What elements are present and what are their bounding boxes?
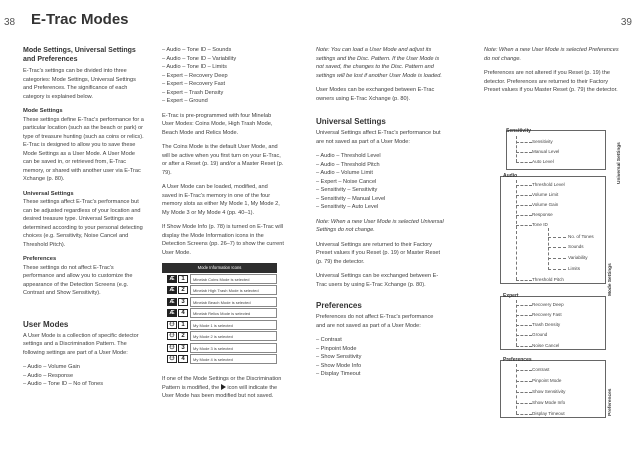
universal-settings-section-heading: Universal Settings	[316, 117, 386, 126]
table-cell: Minelab Beach Mode is selected	[190, 297, 277, 307]
table-cell: Minelab Relics Mode is selected	[190, 308, 277, 318]
tree-item: Show Mode Info	[532, 400, 566, 405]
settings-tree-diagram	[498, 126, 628, 446]
tree-expert-heading: Expert	[503, 293, 519, 299]
page-number-left: 38	[4, 17, 16, 28]
user-mode-icon: ⚇	[167, 344, 177, 352]
user-mode-settings-list	[23, 363, 145, 389]
exchange-paragraph: User Modes can be exchanged between E-Trac owners using E-Trac Xchange (p. 80).	[316, 87, 435, 102]
mode-information-icons-table	[162, 263, 277, 365]
list-item: – Show Sensitivity	[316, 354, 362, 360]
list-item: – Sensitivity – Manual Level	[316, 195, 386, 202]
tree-sensitivity-heading: Sensitivity	[506, 128, 532, 134]
tree-item: Volume Gain	[532, 202, 559, 207]
tree-item: Recovery Deep	[532, 302, 564, 307]
slot-number-icon: 2	[178, 332, 188, 340]
table-cell: My Mode 4 is selected	[190, 354, 277, 364]
list-item: – Contrast	[316, 337, 342, 343]
preferences-section-heading: Preferences	[316, 301, 362, 310]
table-cell: My Mode 2 is selected	[190, 331, 277, 341]
preferences-description: Preferences do not affect E-Trac's performance and are not saved as part of a User Mode:	[316, 314, 434, 329]
tree-item: Contrast	[532, 367, 550, 372]
tree-item: Noise Cancel	[532, 343, 560, 348]
tree-item: Auto Level	[532, 159, 554, 164]
table-row	[162, 331, 277, 343]
tree-item: Display Timeout	[532, 411, 565, 416]
list-item: – Audio – Volume Limit	[316, 170, 373, 176]
tree-sub-item: No. of Tones	[568, 234, 594, 239]
preprogrammed-paragraph: E-Trac is pre-programmed with four Minelab User Modes: Coins Mode, High Trash Mode, Beach Mode and Relics Mode.	[162, 112, 273, 136]
tree-sub-item: Variability	[568, 255, 588, 260]
universal-settings-paragraph: These settings affect E-Trac's performance but can be adjusted regardless of your location and desired treasure type. Universal Settings are determined according to your personal detecting choices (e.g. Sensitivity, Noise Cancel and Threshold Pitch).	[23, 199, 143, 248]
preferences-heading: Preferences	[23, 256, 57, 262]
minelab-mode-icon: Æ	[167, 309, 177, 317]
minelab-mode-icon: Æ	[167, 298, 177, 306]
list-item: – Audio – Volume Gain	[23, 364, 80, 370]
column-1	[23, 46, 145, 395]
tree-audio-heading: Audio	[503, 173, 518, 179]
minelab-mode-icon: Æ	[167, 286, 177, 294]
universal-settings-list	[316, 152, 444, 212]
list-item: – Expert – Ground	[162, 98, 208, 104]
tree-sub-item: Limits	[568, 266, 580, 271]
tree-sub-item: Sounds	[568, 244, 584, 249]
list-item: – Expert – Recovery Deep	[162, 72, 228, 79]
column-4	[484, 46, 622, 101]
note-user-mode-not-saved: Note: You can load a User Mode and adjust its settings and the Disc. Pattern. If the User Mode is not saved, the changes to the Disc. Pattern and settings will be lost if another User Mode is loaded.	[316, 47, 442, 79]
slot-number-icon: 3	[178, 298, 188, 306]
list-item: – Expert – Trash Density	[162, 89, 224, 96]
list-item: – Sensitivity – Auto Level	[316, 204, 379, 210]
user-mode-icon: ⚇	[167, 355, 177, 363]
preferences-list	[316, 336, 444, 379]
list-item: – Audio – Threshold Pitch	[316, 161, 380, 168]
tree-item: Show Sensitivity	[532, 389, 566, 394]
list-item: – Audio – Threshold Level	[316, 153, 381, 159]
user-mode-settings-list-continued	[162, 46, 284, 106]
modified-icon-paragraph: If one of the Mode Settings or the Discrimination Pattern is modified, the icon will indicate the User Mode has been modified but not saved.	[162, 376, 282, 399]
tree-item: Threshold Pitch	[532, 277, 564, 282]
preferences-paragraph: These settings do not affect E-Trac's performance and allow you to customize the appearance of the Detection Screens (e.g. Contrast and Show Sensitivity).	[23, 264, 133, 296]
tree-item: Ground	[532, 332, 548, 337]
column-2	[162, 46, 284, 407]
tree-item: Volume Limit	[532, 192, 559, 197]
universal-settings-side-label: Universal Settings	[617, 142, 622, 184]
preferences-side-label: Preferences	[608, 388, 613, 416]
page-number-right: 39	[620, 17, 632, 28]
table-row	[162, 296, 277, 308]
tree-item: Trash Density	[532, 322, 561, 327]
table-cell: Minelab High Trash Mode is selected	[190, 285, 277, 295]
modified-flag-icon	[221, 384, 226, 390]
tree-preferences-heading: Preferences	[503, 357, 532, 363]
note-universal-settings: Note: When a new User Mode is selected Universal Settings do not change.	[316, 218, 444, 233]
slot-number-icon: 1	[178, 275, 188, 283]
slot-number-icon: 4	[178, 355, 188, 363]
page-title: E-Trac Modes	[31, 11, 129, 28]
table-row	[162, 285, 277, 297]
list-item: – Audio – Response	[23, 372, 74, 379]
tree-item: Response	[532, 212, 553, 217]
table-row	[162, 308, 277, 320]
list-item: – Audio – Tone ID – Limits	[162, 64, 227, 70]
list-item: – Expert – Noise Cancel	[316, 178, 377, 185]
user-mode-icon: ⚇	[167, 321, 177, 329]
universal-exchange-paragraph: Universal Settings can be exchanged between E-Trac users by using E-Trac Xchange (p. 80).	[316, 273, 439, 288]
tree-item: Pinpoint Mode	[532, 378, 562, 383]
universal-settings-heading: Universal Settings	[23, 190, 74, 197]
section-heading-mode-settings: Mode Settings, Universal Settings and Preferences	[23, 47, 136, 63]
table-cell: My Mode 3 is selected	[190, 343, 277, 353]
table-cell: Minelab Coins Mode is selected	[190, 274, 277, 284]
table-row	[162, 354, 277, 366]
universal-reset-paragraph: Universal Settings are returned to their Factory Preset values if you Reset (p. 19) or Master Reset (p. 79) the detector.	[316, 241, 441, 265]
list-item: – Pinpoint Mode	[316, 345, 357, 352]
table-row	[162, 319, 277, 331]
preferences-reset-paragraph: Preferences are not altered if you Reset (p. 19) the detector. Preferences are returned to their Factory Preset values if you Master Reset (p. 79) the detector.	[484, 70, 618, 93]
user-modes-heading: User Modes	[23, 319, 69, 329]
list-item: – Audio – Tone ID – Sounds	[162, 47, 232, 53]
table-cell: My Mode 1 is selected	[190, 320, 277, 330]
column-3	[316, 46, 444, 385]
user-mode-icon: ⚇	[167, 332, 177, 340]
slot-number-icon: 2	[178, 286, 188, 294]
user-modes-paragraph: A User Mode is a collection of specific detector settings and a Discrimination Pattern. The following settings are part of a User Mode:	[23, 332, 139, 356]
tree-item: Sensitivity	[532, 139, 553, 144]
list-item: – Audio – Tone ID – Variability	[162, 55, 237, 62]
show-mode-info-paragraph: If Show Mode Info (p. 78) is turned on E-Trac will display the Mode Information icons in the Detection Screens (pp. 26–7) to show the current User Mode.	[162, 224, 284, 256]
tree-item: Recovery Fast	[532, 312, 562, 317]
tree-item: Tone ID	[532, 222, 548, 227]
slot-number-icon: 1	[178, 321, 188, 329]
mode-settings-side-label: Mode Settings	[608, 263, 613, 296]
list-item: – Expert – Recovery Fast	[162, 81, 226, 87]
mode-settings-heading: Mode Settings	[23, 108, 63, 114]
table-row	[162, 273, 277, 285]
list-item: – Display Timeout	[316, 371, 361, 377]
user-mode-memory-paragraph: A User Mode can be loaded, modified, and saved in E-Trac's memory in one of the four memory slots as either My Mode 1, My Mode 2, My Mode 3 or My Mode 4 (pp. 40–1).	[162, 184, 280, 216]
table-row	[162, 342, 277, 354]
intro-paragraph: E-Trac's settings can be divided into three categories: Mode Settings, Universal Settings and Preferences. The significance of each category is explained below.	[23, 68, 136, 100]
note-preferences: Note: When a new User Mode is selected Preferences do not change.	[484, 47, 619, 62]
list-item: – Show Mode Info	[316, 362, 362, 369]
table-header: Mode Information Icons	[162, 263, 277, 273]
minelab-mode-icon: Æ	[167, 275, 177, 283]
slot-number-icon: 4	[178, 309, 188, 317]
list-item: – Audio – Tone ID – No of Tones	[23, 381, 104, 387]
coins-mode-paragraph: The Coins Mode is the default User Mode, and will be active when you first turn on your E-Trac, or after a Reset (p. 19) and/or a Master Reset (p. 79).	[162, 144, 284, 176]
tree-item: Manual Level	[532, 149, 560, 154]
tree-item: Threshold Level	[532, 182, 565, 187]
list-item: – Sensitivity – Sensitivity	[316, 187, 378, 193]
slot-number-icon: 3	[178, 344, 188, 352]
mode-settings-paragraph: These settings define E-Trac's performance for a particular location (such as the beach or park) or type of treasure hunting (such as coins or relics). E-Trac is designed to allow you to save these Mode Settings as a User Mode. A User Mode can be saved in, or retrieved from, E-Trac memory, or shared with another user via E-Trac Xchange (p. 80).	[23, 116, 144, 182]
universal-settings-description: Universal Settings affect E-Trac's performance but are not saved as part of a User Mode:	[316, 130, 441, 145]
